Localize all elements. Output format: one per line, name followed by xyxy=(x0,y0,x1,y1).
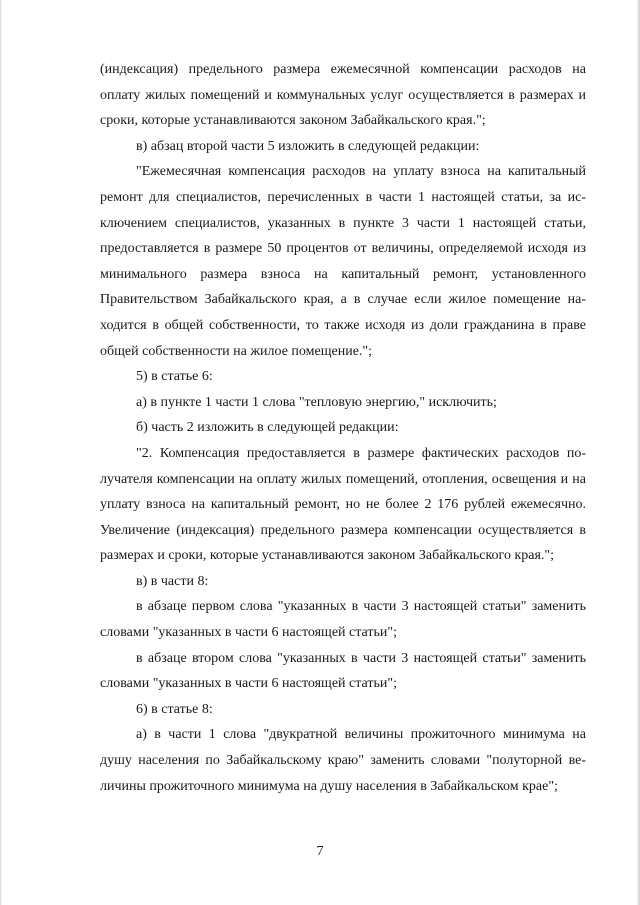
paragraph: "2. Компенсация предоставляется в размере фактических расходов получателя компенсации на оплату жилых помещений, отопления, освещения и на уплату взноса на капитальный ремонт, но не более 2 176 рублей ежемесячно. Увеличение (индексация) предельного размера компенсации осуществляется в размерах и сроки, которые устанавливаются законом Забайкальского края."; xyxy=(100,445,586,564)
paragraph: в) абзац второй части 5 изложить в следующей редакции: xyxy=(136,138,480,154)
paragraph: 5) в статье 6: xyxy=(136,369,213,385)
paragraph: б) часть 2 изложить в следующей редакции: xyxy=(136,420,399,436)
paragraph: (индексация) предельного размера ежемесячной компенсации расходов на оплату жилых помещений и коммунальных услуг осуществляется в размерах и сроки, которые устанавливаются законом Забайкальского края."; xyxy=(100,62,586,129)
paragraph: в абзаце первом слова "указанных в части 3 настоящей статьи" заменить словами "указанных в части 6 настоящей статьи"; xyxy=(100,599,586,641)
paragraph: "Ежемесячная компенсация расходов на уплату взноса на капитальный ремонт для специалистов, перечисленных в части 1 настоящей статьи, за исключением специалистов, указанных в пункте 3 части 1 настоящей статьи, предоставляется в размере 50 процентов от величины, определяемой исходя из минимального размера взноса на капитальный ремонт, установленного Правительством Забайкальского края, а в случае если жилое помещение находится в общей собственности, то также исходя из доли гражданина в праве общей собственности на жилое помещение."; xyxy=(100,164,586,359)
paragraph: в) в части 8: xyxy=(136,573,209,589)
scan-edge-left xyxy=(0,0,2,905)
body-text xyxy=(100,57,586,799)
paragraph: а) в части 1 слова "двукратной величины прожиточного минимума на душу населения по Забайкальскому краю" заменить словами "полуторной величины прожиточного минимума на душу населения в Забайкальском крае"; xyxy=(100,727,586,794)
paragraph: в абзаце втором слова "указанных в части 3 настоящей статьи" заменить словами "указанных в части 6 настоящей статьи"; xyxy=(100,650,586,692)
page-number: 7 xyxy=(316,844,324,859)
paragraph: 6) в статье 8: xyxy=(136,701,213,717)
paragraph: а) в пункте 1 части 1 слова "тепловую энергию," исключить; xyxy=(136,394,497,410)
